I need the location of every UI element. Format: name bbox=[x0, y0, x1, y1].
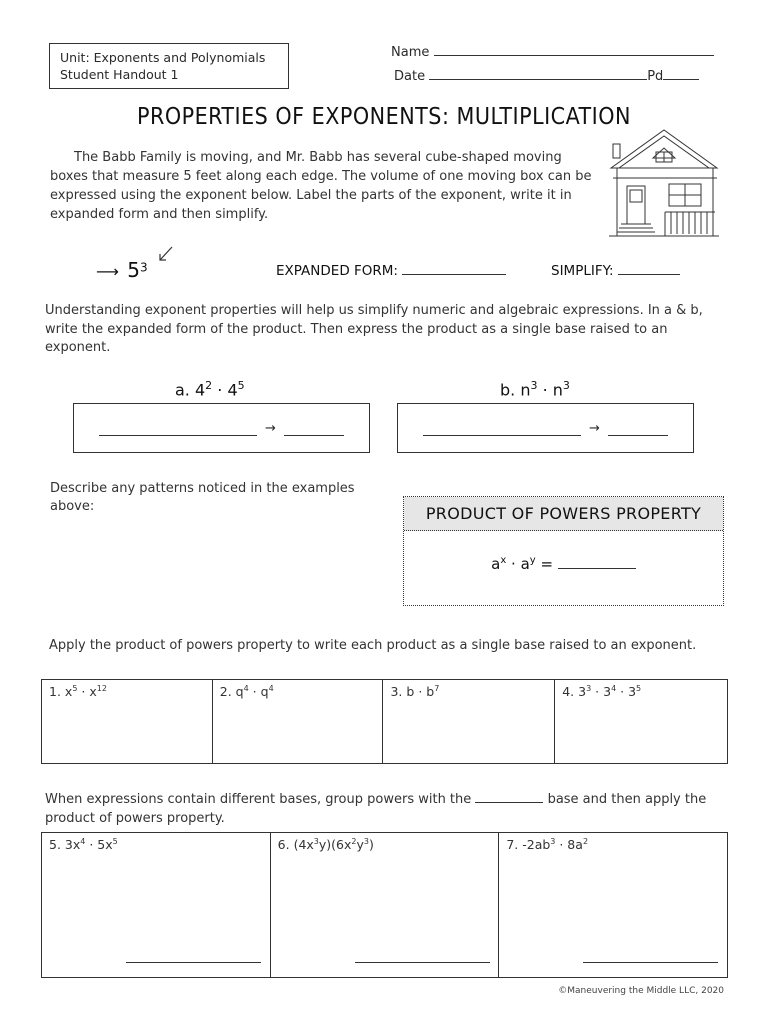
problem-1-base-2: x bbox=[89, 684, 97, 700]
problem-5-term-b: · 5x bbox=[85, 837, 113, 853]
example-a-exp1: 2 bbox=[205, 379, 213, 392]
problem-5-exp-a: 4 bbox=[80, 837, 86, 846]
example-b-exp1: 3 bbox=[530, 379, 538, 392]
problem-3-base-2: b bbox=[426, 684, 435, 700]
problem-5-answer-blank[interactable] bbox=[126, 962, 261, 963]
different-bases-text-2: base and then apply the product of powers property. bbox=[45, 792, 707, 826]
problem-4-exp-1: 3 bbox=[586, 684, 592, 693]
name-blank[interactable] bbox=[434, 43, 714, 56]
name-label: Name bbox=[391, 45, 430, 60]
problem-5-number: 5. bbox=[49, 837, 61, 853]
simplify-label: SIMPLIFY: bbox=[551, 263, 614, 279]
example-a-base2: 4 bbox=[227, 380, 238, 400]
problem-6-exp-c: 3 bbox=[363, 837, 369, 846]
problem-6-cell[interactable] bbox=[270, 833, 499, 978]
problem-3-base-1: b bbox=[406, 684, 415, 700]
intro-text: The Babb Family is moving, and Mr. Babb has several cube-shaped moving boxes that measure 5 feet along each edge. The volume of one moving box can be expressed using the exponent below. Label the parts of the exponent, write it in expanded form and then simplify. bbox=[50, 150, 592, 222]
pd-blank[interactable] bbox=[663, 67, 699, 80]
apply-paragraph: Apply the product of powers property to write each product as a single base raised to an exponent. bbox=[49, 638, 697, 653]
formula-base-1: a bbox=[491, 555, 501, 573]
different-bases-paragraph bbox=[45, 790, 725, 828]
example-b-base2: n bbox=[552, 380, 563, 400]
example-b-arrow-icon: → bbox=[589, 420, 600, 436]
formula-base-2: a bbox=[520, 555, 530, 573]
problem-7-number: 7. bbox=[506, 837, 519, 853]
unit-title: Unit: Exponents and Polynomials bbox=[60, 50, 266, 65]
problem-4-exp-3: 5 bbox=[636, 684, 642, 693]
problem-6-term-b: y)(6x bbox=[318, 837, 352, 853]
problems-table-1 bbox=[41, 679, 728, 764]
problem-2-exp-2: 4 bbox=[268, 684, 274, 693]
problem-3-exp-2: 7 bbox=[434, 684, 440, 693]
intro-paragraph bbox=[50, 148, 595, 224]
formula-dot: · bbox=[511, 555, 516, 573]
example-b-exp2: 3 bbox=[562, 379, 570, 392]
formula-equals: = bbox=[540, 555, 554, 573]
exponent-base: 5 bbox=[127, 258, 140, 282]
problem-6-exp-b: 2 bbox=[351, 837, 357, 846]
problem-4-cell[interactable]: 4. $3^3 \cdot 3^4 \cdot 3^5$ bbox=[555, 680, 728, 764]
name-field[interactable] bbox=[391, 43, 714, 60]
example-a-dot: · bbox=[217, 380, 223, 400]
expanded-form-field[interactable] bbox=[276, 262, 506, 279]
problem-7-cell[interactable] bbox=[499, 833, 728, 978]
example-b-dot: · bbox=[542, 380, 548, 400]
example-b-label: b. bbox=[500, 380, 516, 400]
problem-4-base-2: 3 bbox=[603, 684, 612, 700]
house-illustration bbox=[605, 128, 723, 238]
handout-label: Student Handout 1 bbox=[60, 67, 179, 82]
problem-7-exp-b: 2 bbox=[582, 837, 589, 846]
problem-5-exp-b: 5 bbox=[112, 837, 118, 846]
pd-label: Pd bbox=[647, 69, 664, 84]
product-of-powers-formula bbox=[404, 555, 723, 573]
describe-prompt: Describe any patterns noticed in the examples above: bbox=[50, 481, 355, 514]
problem-4-base-1: 3 bbox=[578, 684, 587, 700]
problem-5-cell[interactable] bbox=[42, 833, 271, 978]
problem-4-exp-2: 4 bbox=[611, 684, 617, 693]
example-a-label: a. bbox=[175, 380, 190, 400]
problem-7-answer-blank[interactable] bbox=[583, 962, 718, 963]
exponent-expression bbox=[96, 258, 148, 282]
problem-6-term-a: (4x bbox=[293, 837, 314, 853]
problem-4-base-3: 3 bbox=[628, 684, 637, 700]
different-bases-blank[interactable] bbox=[475, 790, 543, 803]
date-label: Date bbox=[394, 69, 426, 84]
product-of-powers-heading: PRODUCT OF POWERS PROPERTY bbox=[404, 497, 723, 531]
example-b-expression bbox=[500, 379, 570, 399]
example-b-base1: n bbox=[520, 380, 531, 400]
example-a-expanded-blank[interactable] bbox=[99, 435, 257, 436]
problem-5-term-a: 3x bbox=[64, 837, 81, 853]
expanded-form-blank[interactable] bbox=[402, 262, 506, 275]
problem-6-close-paren: ) bbox=[369, 837, 374, 853]
date-blank[interactable] bbox=[429, 67, 647, 80]
problem-2-number: 2. bbox=[219, 684, 232, 700]
simplify-field[interactable] bbox=[551, 262, 680, 279]
example-a-base1: 4 bbox=[194, 380, 206, 400]
problem-4-number: 4. bbox=[562, 684, 575, 700]
problem-2-base-1: q bbox=[235, 684, 244, 700]
formula-exp-y: y bbox=[529, 555, 536, 566]
date-field[interactable] bbox=[394, 67, 699, 84]
example-b-answer-box[interactable] bbox=[397, 403, 694, 453]
example-a-answer-box[interactable] bbox=[73, 403, 370, 453]
copyright-footer: ©Maneuvering the Middle LLC, 2020 bbox=[558, 986, 724, 996]
example-a-arrow-icon: → bbox=[265, 420, 276, 436]
problem-7-term-b: · 8a bbox=[555, 837, 583, 853]
problem-1-number: 1. bbox=[49, 684, 61, 700]
problem-1-exp-1: 5 bbox=[72, 684, 78, 693]
understanding-paragraph: Understanding exponent properties will help us simplify numeric and algebraic expressions. In a & b, write the expanded form of the product. Then express the product as a single base raised to an exponent. bbox=[45, 303, 703, 355]
formula-answer-blank[interactable] bbox=[558, 568, 636, 569]
example-a-expression bbox=[175, 379, 245, 399]
different-bases-text-1: When expressions contain different bases, group powers with the bbox=[45, 792, 472, 807]
problem-1-base-1: x bbox=[64, 684, 73, 700]
problem-2-exp-1: 4 bbox=[243, 684, 249, 693]
exponent-power: 3 bbox=[139, 260, 148, 275]
problem-3-cell[interactable]: 3. $b \cdot b^7$ bbox=[383, 680, 555, 764]
problem-3-number: 3. bbox=[390, 684, 403, 700]
problem-1-cell[interactable]: 1. $x^5 \cdot x^{12}$ bbox=[42, 680, 213, 764]
pointer-arrow-icon: ⟶ bbox=[96, 262, 119, 281]
problem-7-exp-a: 3 bbox=[550, 837, 556, 846]
example-b-expanded-blank[interactable] bbox=[423, 435, 581, 436]
label-arrow-icon bbox=[152, 244, 176, 268]
unit-info-box bbox=[49, 43, 289, 89]
example-a-exp2: 5 bbox=[237, 379, 245, 392]
formula-exp-x: x bbox=[500, 555, 507, 566]
product-of-powers-box bbox=[403, 496, 724, 606]
problem-1-exp-2: 12 bbox=[96, 684, 107, 693]
problems-table-2 bbox=[41, 832, 728, 978]
page-title: PROPERTIES OF EXPONENTS: MULTIPLICATION bbox=[136, 104, 631, 130]
problem-6-answer-blank[interactable] bbox=[355, 962, 490, 963]
simplify-blank[interactable] bbox=[618, 262, 680, 275]
problem-6-exp-a: 3 bbox=[313, 837, 319, 846]
problem-6-number: 6. bbox=[277, 837, 290, 853]
problem-2-base-2: q bbox=[260, 684, 269, 700]
example-b-result-blank[interactable] bbox=[608, 435, 668, 436]
problem-6-term-c: y bbox=[356, 837, 364, 853]
problem-7-term-a: -2ab bbox=[522, 837, 551, 853]
expanded-form-label: EXPANDED FORM: bbox=[276, 263, 398, 279]
example-a-result-blank[interactable] bbox=[284, 435, 344, 436]
problem-2-cell[interactable]: 2. $q^4 \cdot q^4$ bbox=[212, 680, 383, 764]
